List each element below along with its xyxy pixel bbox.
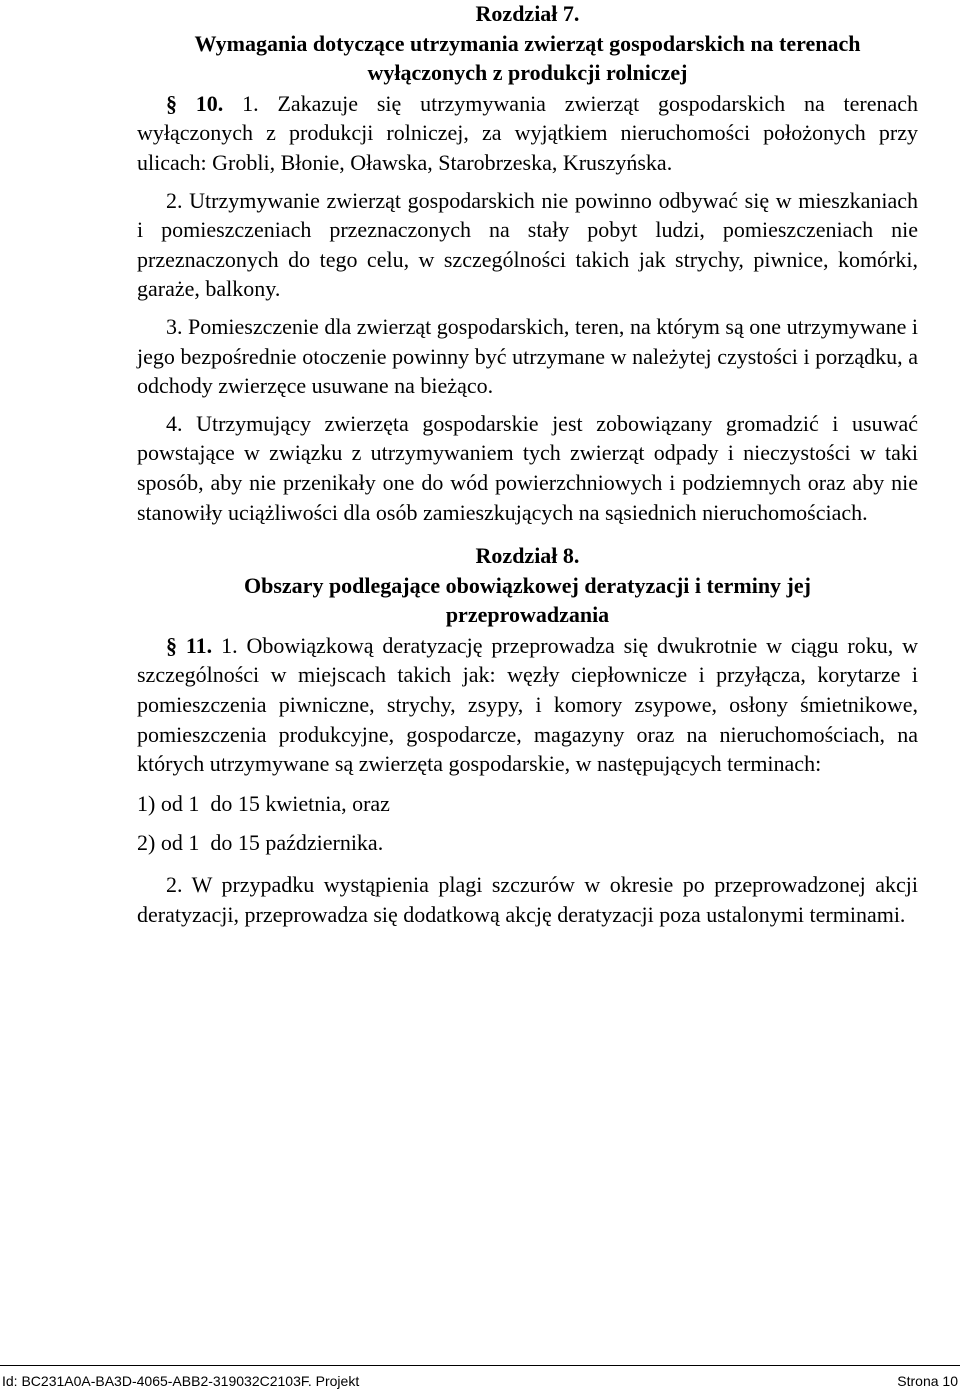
chapter-7-title-line-2: wyłączonych z produkcji rolniczej <box>367 60 688 86</box>
document-id: Id: BC231A0A-BA3D-4065-ABB2-319032C2103F. Projekt <box>2 1373 360 1389</box>
chapter-8-title-line-1: Obszary podlegające obowiązkowej deratyzacji i terminy jej <box>244 572 811 598</box>
chapter-7-title-line-1: Wymagania dotyczące utrzymania zwierząt gospodarskich na terenach <box>194 30 861 56</box>
list-item-term-1: 1) od 1 do 15 kwietnia, oraz <box>137 790 390 816</box>
list-item-term-2: 2) od 1 do 15 października. <box>137 830 384 856</box>
page-number: Strona 10 <box>897 1373 958 1389</box>
section-10-p1-number: 1. <box>242 90 259 116</box>
section-10-paragraph-4: 4. Utrzymujący zwierzęta gospodarskie jest zobowiązany gromadzić i usuwać powstające w związku z utrzymywaniem tych zwierząt odpady i nieczystości w taki sposób, aby nie przenikały one do wód powierzchniowych i podziemnych oraz aby nie stanowiły uciążliwości dla osób zamieszkujących na sąsiednich nieruchomościach. <box>137 410 918 525</box>
document-page <box>137 0 918 929</box>
section-11-label: § 11. <box>166 632 213 658</box>
section-11-paragraph-2: 2. W przypadku wystąpienia plagi szczurów w okresie po przeprowadzonej akcji deratyzacji, przeprowadza się dodatkową akcję deratyzacji poza ustalonymi terminami. <box>137 872 918 927</box>
section-10-label: § 10. <box>166 90 224 116</box>
section-11-p1-number: 1. <box>221 632 238 658</box>
section-10-paragraph-3: 3. Pomieszczenie dla zwierząt gospodarskich, teren, na którym są one utrzymywane i jego bezpośrednie otoczenie powinny być utrzymane w należytej czystości i porządku, a odchody zwierzęce usuwane na bieżąco. <box>137 313 918 399</box>
chapter-7-number: Rozdział 7. <box>475 1 580 26</box>
section-10-paragraph-1 <box>137 89 918 178</box>
section-10-p1-text: Zakazuje się utrzymywania zwierząt gospodarskich na terenach wyłączonych z produkcji rolniczej, za wyjątkiem nieruchomości położonych przy ulicach: Grobli, Błonie, Oławska, Starobrzeska, Kruszyńska. <box>137 90 919 175</box>
chapter-8-number: Rozdział 8. <box>475 543 580 569</box>
section-10-paragraph-2: 2. Utrzymywanie zwierząt gospodarskich nie powinno odbywać się w mieszkaniach i pomieszczeniach przeznaczonych na stały pobyt ludzi, pomieszczeniach nie przeznaczonych do tego celu, w szczególności takich jak strychy, piwnice, komórki, garaże, balkony. <box>137 187 918 302</box>
section-11-p1-text: Obowiązkową deratyzację przeprowadza się dwukrotnie w ciągu roku, w szczególności w miejscach takich jak: węzły ciepłownicze i przyłącza, korytarze i pomieszczenia piwniczne, strychy, zsypy, i komory zsypowe, osłony śmietnikowe, pomieszczenia produkcyjne, gospodarcze, magazyny oraz na nieruchomościach, na których utrzymywane są zwierzęta gospodarskie, w następujących terminach: <box>137 632 918 777</box>
chapter-8-title-line-2: przeprowadzania <box>445 602 610 628</box>
section-11-paragraph-1 <box>137 631 918 779</box>
page-footer <box>0 1365 960 1392</box>
